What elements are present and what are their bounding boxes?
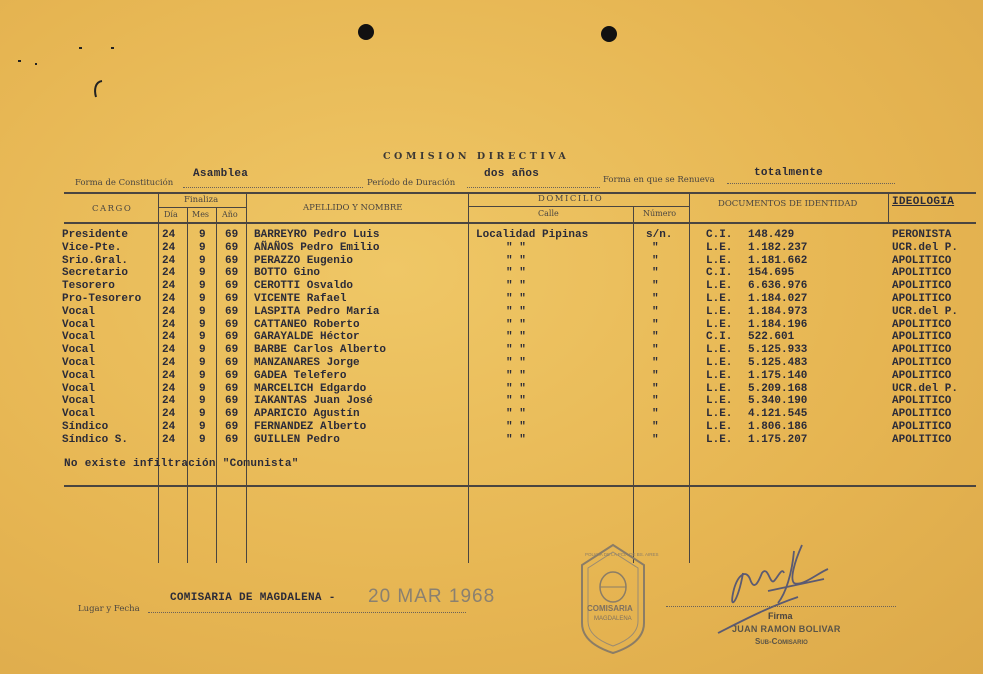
cell-calle: " " (506, 433, 526, 446)
header-documentos: DOCUMENTOS DE IDENTIDAD (718, 199, 858, 209)
cell-numero: " (652, 305, 659, 318)
cell-doc-tipo: L.E. (706, 369, 733, 382)
constitucion-dots (183, 187, 363, 188)
lugar-fecha-dots (148, 612, 466, 613)
cell-anio: 69 (225, 331, 239, 344)
cell-cargo: Vocal (62, 318, 96, 331)
cell-numero: " (652, 433, 659, 446)
header-dia: Día (164, 210, 178, 219)
cell-anio: 69 (225, 229, 239, 241)
cell-doc-tipo: L.E. (706, 293, 733, 305)
cell-mes: 9 (199, 331, 206, 344)
cell-numero: " (652, 318, 659, 331)
cell-mes: 9 (199, 369, 206, 382)
cell-doc-tipo: L.E. (706, 421, 733, 433)
cell-mes: 9 (199, 280, 206, 293)
cell-doc-num: 148.429 (748, 229, 795, 241)
cell-nombre: GADEA Telefero (254, 369, 347, 382)
renueva-value: totalmente (754, 167, 824, 179)
officer-rank: Sub-Comisario (755, 637, 808, 646)
infiltration-note: No existe infiltración "Comunista" (64, 458, 299, 470)
cell-dia: 24 (162, 382, 176, 395)
cell-doc-tipo: L.E. (706, 280, 733, 293)
finaliza-sub-rule (158, 207, 246, 208)
renueva-dots (727, 183, 895, 184)
cell-mes: 9 (199, 344, 206, 357)
cell-cargo: Vice-Pte. (62, 241, 122, 254)
cell-doc-num: 1.181.662 (748, 254, 808, 267)
cell-doc-num: 1.184.196 (748, 318, 808, 331)
cell-cargo: Vocal (62, 305, 96, 318)
cell-doc-tipo: C.I. (706, 229, 733, 241)
cell-doc-tipo: L.E. (706, 433, 733, 446)
cell-ideologia: UCR.del P. (892, 382, 959, 395)
punch-hole-left (358, 24, 374, 40)
cell-dia: 24 (162, 254, 176, 267)
cell-anio: 69 (225, 267, 239, 280)
cell-anio: 69 (225, 293, 239, 305)
cell-anio: 69 (225, 318, 239, 331)
cell-anio: 69 (225, 433, 239, 446)
constitucion-value: Asamblea (193, 168, 249, 180)
cell-mes: 9 (199, 408, 206, 421)
cell-calle: " " (506, 305, 526, 318)
cell-mes: 9 (199, 305, 206, 318)
cell-doc-tipo: L.E. (706, 318, 733, 331)
cell-numero: " (652, 421, 659, 433)
cell-nombre: GUILLEN Pedro (254, 433, 340, 446)
cell-ideologia: APOLITICO (892, 433, 952, 446)
stamp-date: 20 MAR 1968 (368, 586, 496, 607)
cell-cargo: Vocal (62, 331, 96, 344)
cell-mes: 9 (199, 395, 206, 408)
cell-calle: " " (506, 357, 526, 369)
cell-nombre: LASPITA Pedro María (254, 305, 380, 318)
cell-cargo: Vocal (62, 344, 96, 357)
table-bottom-rule (64, 485, 976, 487)
duracion-label: Período de Duración (367, 178, 456, 188)
cell-doc-tipo: C.I. (706, 331, 733, 344)
cell-nombre: BOTTO Gino (254, 267, 321, 280)
cell-nombre: GARAYALDE Héctor (254, 331, 360, 344)
domicilio-sub-rule (468, 206, 689, 207)
renueva-label: Forma en que se Renueva (603, 175, 715, 185)
cell-cargo: Secretario (62, 267, 129, 280)
cell-numero: " (652, 395, 659, 408)
cell-doc-tipo: L.E. (706, 408, 733, 421)
cell-dia: 24 (162, 331, 176, 344)
cell-dia: 24 (162, 408, 176, 421)
police-seal (578, 543, 648, 655)
ink-hook-mark (90, 78, 106, 100)
cell-doc-num: 522.601 (748, 331, 795, 344)
duracion-value: dos años (484, 168, 540, 180)
cell-nombre: APARICIO Agustín (254, 408, 360, 421)
cell-doc-num: 1.184.027 (748, 293, 808, 305)
cell-dia: 24 (162, 280, 176, 293)
cell-calle: " " (506, 254, 526, 267)
cell-ideologia: APOLITICO (892, 369, 952, 382)
cell-numero: " (652, 280, 659, 293)
cell-dia: 24 (162, 421, 176, 433)
cell-doc-num: 154.695 (748, 267, 795, 280)
header-calle: Calle (538, 209, 559, 218)
cell-nombre: BARREYRO Pedro Luis (254, 229, 380, 241)
cell-calle: " " (506, 293, 526, 305)
cell-calle: " " (506, 395, 526, 408)
cell-calle: " " (506, 331, 526, 344)
cell-numero: " (652, 382, 659, 395)
cell-anio: 69 (225, 395, 239, 408)
cell-anio: 69 (225, 408, 239, 421)
cell-doc-num: 1.806.186 (748, 421, 808, 433)
cell-doc-num: 5.125.483 (748, 357, 808, 369)
cell-ideologia: APOLITICO (892, 318, 952, 331)
constitucion-label: Forma de Constitución (75, 178, 174, 188)
cell-calle: " " (506, 382, 526, 395)
cell-cargo: Vocal (62, 357, 96, 369)
cell-nombre: FERNANDEZ Alberto (254, 421, 367, 433)
cell-anio: 69 (225, 305, 239, 318)
cell-nombre: MARCELICH Edgardo (254, 382, 367, 395)
cell-ideologia: PERONISTA (892, 229, 952, 241)
cell-ideologia: APOLITICO (892, 395, 952, 408)
cell-doc-tipo: C.I. (706, 267, 733, 280)
cell-mes: 9 (199, 241, 206, 254)
cell-cargo: Síndico S. (62, 433, 129, 446)
cell-doc-num: 1.175.140 (748, 369, 808, 382)
cell-numero: " (652, 241, 659, 254)
cell-cargo: Síndico (62, 421, 109, 433)
cell-anio: 69 (225, 369, 239, 382)
cell-calle: " " (506, 369, 526, 382)
cell-nombre: BARBE Carlos Alberto (254, 344, 387, 357)
cell-doc-tipo: L.E. (706, 357, 733, 369)
cell-calle: " " (506, 421, 526, 433)
officer-name: JUAN RAMON BOLIVAR (732, 624, 841, 634)
cell-cargo: Vocal (62, 408, 96, 421)
cell-cargo: Tesorero (62, 280, 115, 293)
cell-calle: " " (506, 408, 526, 421)
cell-ideologia: APOLITICO (892, 331, 952, 344)
col-divider (689, 193, 690, 563)
cell-calle: " " (506, 280, 526, 293)
col-divider (187, 208, 188, 563)
cell-mes: 9 (199, 229, 206, 241)
cell-doc-num: 5.209.168 (748, 382, 808, 395)
cell-dia: 24 (162, 433, 176, 446)
cell-mes: 9 (199, 254, 206, 267)
cell-mes: 9 (199, 382, 206, 395)
seal-bottom-text: MAGDALENA (594, 616, 632, 622)
cell-ideologia: APOLITICO (892, 267, 952, 280)
cell-doc-num: 5.340.190 (748, 395, 808, 408)
cell-doc-tipo: L.E. (706, 241, 733, 254)
cell-ideologia: APOLITICO (892, 408, 952, 421)
cell-ideologia: APOLITICO (892, 344, 952, 357)
cell-ideologia: UCR.del P. (892, 241, 959, 254)
cell-numero: " (652, 254, 659, 267)
cell-mes: 9 (199, 421, 206, 433)
cell-nombre: IAKANTAS Juan José (254, 395, 373, 408)
table-header-rule (64, 222, 976, 224)
cell-dia: 24 (162, 318, 176, 331)
ink-speck (111, 47, 114, 49)
cell-mes: 9 (199, 293, 206, 305)
cell-dia: 24 (162, 241, 176, 254)
cell-numero: " (652, 293, 659, 305)
cell-cargo: Presidente (62, 229, 129, 241)
lugar-value: COMISARIA DE MAGDALENA - (170, 592, 336, 604)
cell-ideologia: APOLITICO (892, 421, 952, 433)
duracion-dots (467, 187, 600, 188)
col-divider (216, 208, 217, 563)
cell-calle: Localidad Pipinas (476, 229, 589, 241)
header-mes: Mes (192, 210, 210, 219)
cell-doc-tipo: L.E. (706, 382, 733, 395)
cell-cargo: Vocal (62, 395, 96, 408)
cell-calle: " " (506, 344, 526, 357)
cell-anio: 69 (225, 280, 239, 293)
cell-calle: " " (506, 267, 526, 280)
cell-numero: " (652, 369, 659, 382)
seal-center-text: COMISARIA (587, 604, 633, 613)
cell-calle: " " (506, 241, 526, 254)
cell-mes: 9 (199, 318, 206, 331)
seal-arc-text: POLICIA DE LA PCIA DE BS. AIRES (585, 552, 659, 557)
cell-dia: 24 (162, 357, 176, 369)
header-apellido: APELLIDO Y NOMBRE (303, 203, 403, 213)
cell-dia: 24 (162, 293, 176, 305)
header-finaliza: Finaliza (184, 195, 219, 205)
cell-doc-num: 5.125.933 (748, 344, 808, 357)
header-domicilio: DOMICILIO (538, 194, 604, 204)
cell-numero: " (652, 344, 659, 357)
table-top-rule (64, 192, 976, 194)
cell-ideologia: UCR.del P. (892, 305, 959, 318)
cell-anio: 69 (225, 241, 239, 254)
cell-numero: " (652, 408, 659, 421)
document-title: COMISION DIRECTIVA (383, 151, 570, 162)
cell-ideologia: APOLITICO (892, 254, 952, 267)
cell-mes: 9 (199, 433, 206, 446)
cell-anio: 69 (225, 357, 239, 369)
cell-ideologia: APOLITICO (892, 280, 952, 293)
cell-dia: 24 (162, 229, 176, 241)
cell-dia: 24 (162, 267, 176, 280)
cell-dia: 24 (162, 344, 176, 357)
cell-anio: 69 (225, 344, 239, 357)
ink-speck (35, 63, 37, 65)
cell-mes: 9 (199, 357, 206, 369)
cell-nombre: CATTANEO Roberto (254, 318, 360, 331)
cell-cargo: Srio.Gral. (62, 254, 129, 267)
cell-dia: 24 (162, 305, 176, 318)
cell-cargo: Vocal (62, 369, 96, 382)
cell-doc-num: 1.184.973 (748, 305, 808, 318)
cell-cargo: Pro-Tesorero (62, 293, 142, 305)
cell-doc-tipo: L.E. (706, 305, 733, 318)
cell-doc-num: 1.182.237 (748, 241, 808, 254)
punch-hole-right (601, 26, 617, 42)
lugar-fecha-label: Lugar y Fecha (78, 604, 140, 614)
col-divider (246, 193, 247, 563)
header-ideologia: IDEOLOGIA (892, 196, 955, 208)
cell-nombre: PERAZZO Eugenio (254, 254, 354, 267)
header-cargo: CARGO (92, 204, 133, 214)
cell-numero: s/n. (646, 229, 673, 241)
header-numero: Número (643, 209, 677, 218)
cell-numero: " (652, 267, 659, 280)
cell-anio: 69 (225, 382, 239, 395)
cell-nombre: MANZANARES Jorge (254, 357, 360, 369)
col-divider (633, 207, 634, 563)
col-divider (158, 193, 159, 563)
cell-doc-num: 1.175.207 (748, 433, 808, 446)
header-anio: Año (222, 210, 238, 219)
cell-doc-num: 4.121.545 (748, 408, 808, 421)
cell-calle: " " (506, 318, 526, 331)
cell-dia: 24 (162, 369, 176, 382)
col-divider (888, 193, 889, 223)
ink-speck (18, 60, 21, 62)
cell-doc-tipo: L.E. (706, 344, 733, 357)
cell-mes: 9 (199, 267, 206, 280)
cell-numero: " (652, 357, 659, 369)
cell-cargo: Vocal (62, 382, 96, 395)
cell-doc-tipo: L.E. (706, 254, 733, 267)
col-divider (468, 193, 469, 563)
cell-numero: " (652, 331, 659, 344)
cell-anio: 69 (225, 421, 239, 433)
cell-ideologia: APOLITICO (892, 357, 952, 369)
ink-speck (79, 47, 82, 49)
cell-nombre: VICENTE Rafael (254, 293, 347, 305)
cell-dia: 24 (162, 395, 176, 408)
cell-doc-num: 6.636.976 (748, 280, 808, 293)
firma-label: Firma (768, 611, 793, 621)
cell-ideologia: APOLITICO (892, 293, 952, 305)
cell-anio: 69 (225, 254, 239, 267)
cell-nombre: AÑAÑOS Pedro Emilio (254, 241, 380, 254)
cell-nombre: CEROTTI Osvaldo (254, 280, 354, 293)
firma-dots (666, 606, 896, 607)
cell-doc-tipo: L.E. (706, 395, 733, 408)
